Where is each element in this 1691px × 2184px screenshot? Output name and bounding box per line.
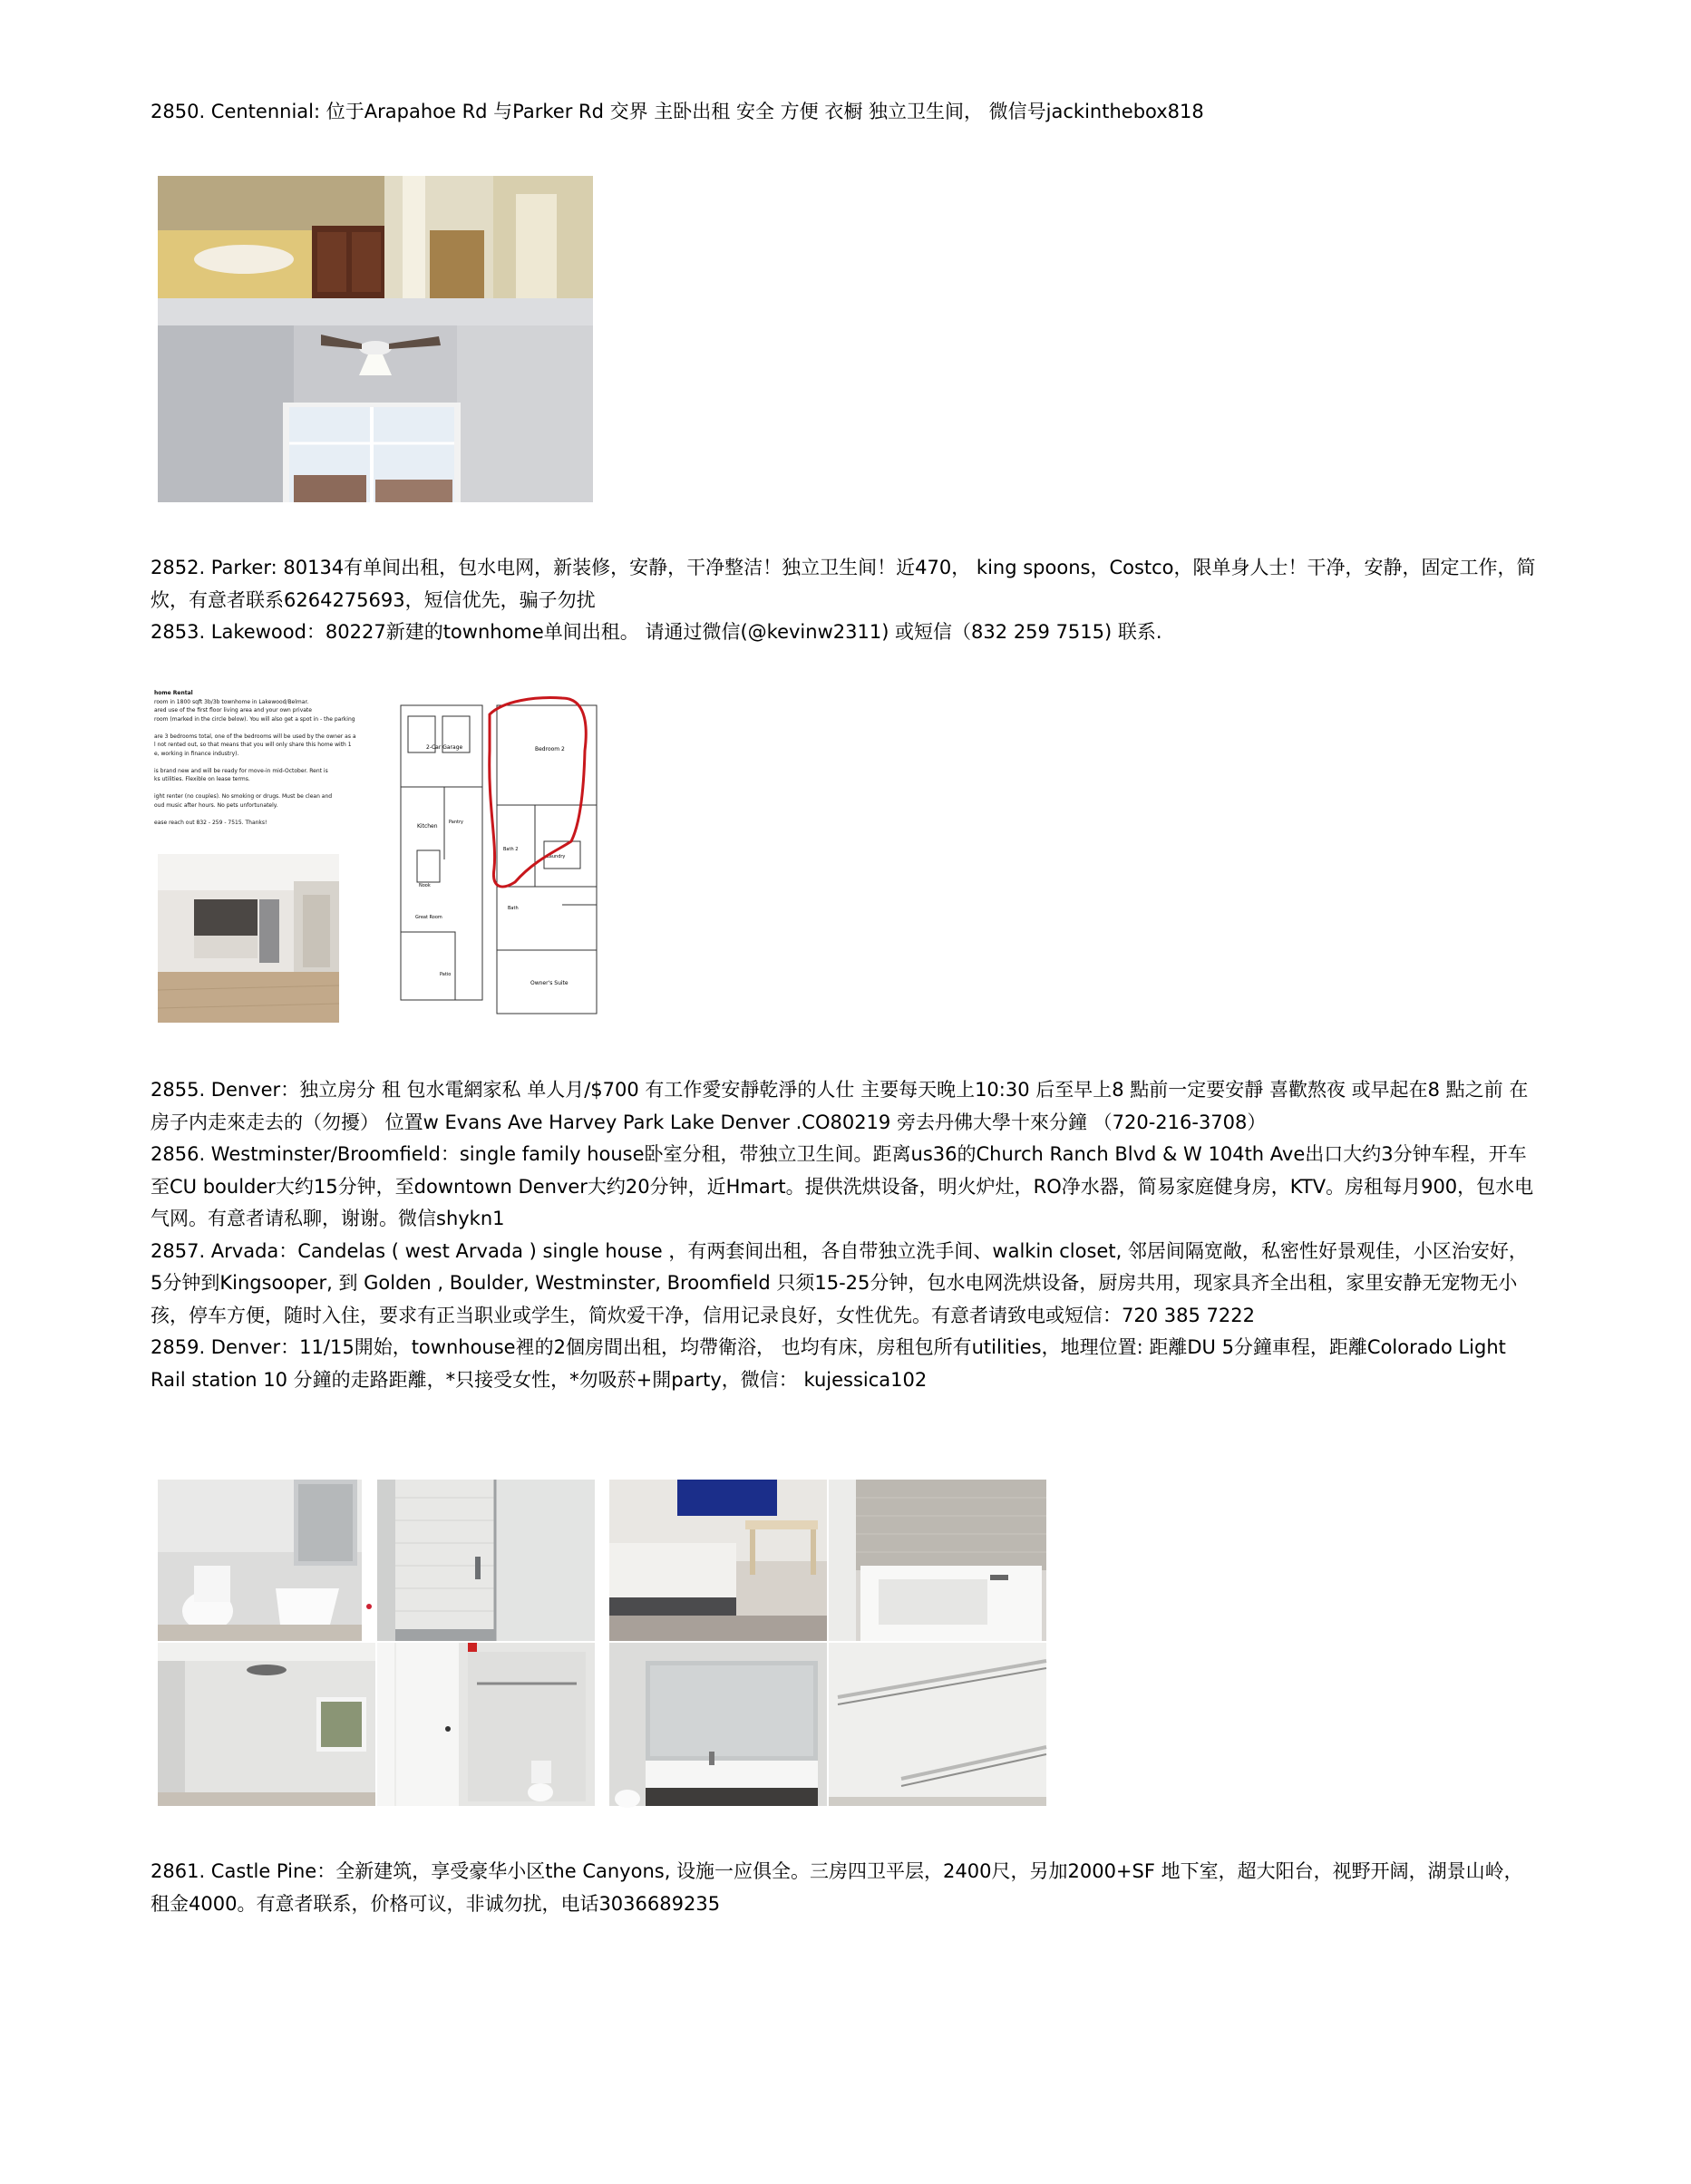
highlight-circle bbox=[490, 698, 587, 887]
flyer-line: is brand new and will be ready for move-in mid-October. Rent is bbox=[154, 767, 328, 774]
bed-desk-photo bbox=[609, 1480, 827, 1641]
listing-text: 2850. Centennial: 位于Arapahoe Rd 与Parker Rd 交界 主卧出租 安全 方便 衣橱 独立卫生间， 微信号jackinthebox818 bbox=[151, 101, 1204, 122]
bathroom-vanity-photo bbox=[158, 176, 593, 298]
listings-2855-2859 bbox=[151, 1074, 1538, 1396]
plan-label: Pantry bbox=[449, 820, 463, 825]
listing-text: 2857. Arvada：Candelas ( west Arvada ) single house ，有两套间出租，各自带独立洗手间、walkin closet, 邻居间隔宽敞，私密性好景观佳，小区治安好，5分钟到Kingsooper, 到 Golden , Boulder, Westminster, Broomfield 只须15-25分钟，包水电网洗烘设备，厨房共用，现家具齐全出租，家里安静无宠物无小孩，停车方便，随时入住，要求有正当职业或学生，简炊爱干净，信用记录良好，女性优先。有意者请致电或短信：720 385 7222 bbox=[151, 1239, 1528, 1326]
listing-2852-2853 bbox=[151, 552, 1538, 649]
plan-label: Kitchen bbox=[417, 823, 438, 830]
bedroom-photo bbox=[158, 298, 593, 502]
flyer-line bbox=[154, 758, 335, 767]
walkin-closet-photo bbox=[829, 1643, 1046, 1806]
flyer-line: l not rented out, so that means that you will only share this home with 1 bbox=[154, 742, 352, 748]
kitchen-photo bbox=[158, 854, 339, 1023]
listing-text: 2861. Castle Pine：全新建筑，享受豪华小区the Canyons, 设施一应俱全。三房四卫平层，2400尺，另加2000+SF 地下室，超大阳台，视野开阔，湖景山岭，租金4000。有意者联系，价格可议，非诚勿扰，电话3036689235 bbox=[151, 1860, 1523, 1915]
flyer-line: oud music after hours. No pets unfortunately. bbox=[154, 801, 278, 809]
flyer-text bbox=[154, 689, 356, 827]
plan-label: Great Room bbox=[415, 915, 442, 920]
listing-text: 2859. Denver：11/15開始，townhouse裡的2個房間出租，均帶衛浴， 也均有床，房租包所有utilities，地理位置: 距離DU 5分鐘車程，距離Colorado Light Rail station 10 分鐘的走路距離，*只接受女性，*勿吸菸+開party，微信： kujessica102 bbox=[151, 1336, 1506, 1391]
listing-2850 bbox=[151, 96, 1538, 129]
floor-plan bbox=[399, 696, 598, 1023]
plan-label: Laundry bbox=[547, 854, 566, 859]
plan-label: Bath 2 bbox=[503, 847, 519, 852]
listing-2859-photos-left bbox=[158, 1480, 595, 1806]
shower-photo bbox=[377, 1480, 595, 1641]
listing-2850-photos bbox=[158, 176, 593, 502]
plan-label: Bedroom 2 bbox=[535, 746, 565, 752]
plan-label: Bath bbox=[508, 906, 519, 911]
plan-label: 2-Car Garage bbox=[426, 744, 463, 751]
listing-2861 bbox=[151, 1856, 1538, 1920]
flyer-line: ks utilities. Flexible on lease terms. bbox=[154, 776, 250, 782]
flyer-line bbox=[154, 810, 335, 819]
listing-text: 2855. Denver：独立房分 租 包水電網家私 单人月/$700 有工作愛安靜乾淨的人仕 主要每天晚上10:30 后至早上8 點前一定要安靜 喜歡熬夜 或早起在8 點之前 在房子内走來走去的（勿擾） 位置w Evans Ave Harvey Park Lake Denver .CO80219 旁去丹佛大學十來分鐘 （720-216-3708） bbox=[151, 1079, 1529, 1133]
listing-text: 2853. Lakewood：80227新建的townhome单间出租。 请通过微信(@kevinw2311) 或短信（832 259 7515) 联系. bbox=[151, 621, 1162, 643]
flyer-line: e, working in finance industry). bbox=[154, 750, 239, 757]
flyer-line bbox=[154, 784, 335, 793]
flyer-line: ight renter (no couples). No smoking or drugs. Must be clean and bbox=[154, 793, 333, 800]
plan-label: Patio bbox=[440, 972, 452, 977]
listing-2859-photos-right bbox=[609, 1480, 1046, 1806]
listing-2853-flyer bbox=[154, 689, 598, 1029]
flyer-line: ease reach out 832 - 259 - 7515. Thanks! bbox=[154, 819, 267, 826]
plan-label: Owner's Suite bbox=[530, 980, 569, 986]
bathtub-photo bbox=[829, 1480, 1046, 1641]
flyer-line: home Rental bbox=[154, 690, 193, 696]
flyer-line: ared use of the first floor living area and your own private bbox=[154, 707, 312, 713]
vanity-mirror-photo bbox=[609, 1643, 827, 1806]
plan-label: Nook bbox=[419, 883, 431, 888]
closet-photo bbox=[377, 1643, 595, 1806]
toilet-sink-photo bbox=[158, 1480, 375, 1641]
listing-text: 2852. Parker: 80134有单间出租，包水电网，新装修，安静，干净整洁！独立卫生间！近470， king spoons，Costco，限单身人士！干净，安静，固定工作，简炊，有意者联系6264275693，短信优先，骗子勿扰 bbox=[151, 557, 1536, 611]
empty-bedroom-photo bbox=[158, 1643, 375, 1806]
flyer-line: room in 1800 sqft 3b/3b townhome in Lakewood/Belmar. bbox=[154, 698, 309, 705]
listing-text: 2856. Westminster/Broomfield：single family house卧室分租，带独立卫生间。距离us36的Church Ranch Blvd & W 104th Ave出口大约3分钟车程，开车至CU boulder大约15分钟，至downtown Denver大约20分钟，近Hmart。提供洗烘设备，明火炉灶，RO净水器，简易家庭健身房，KTV。房租每月900，包水电气网。有意者请私聊，谢谢。微信shykn1 bbox=[151, 1143, 1534, 1229]
flyer-line: are 3 bedrooms total, one of the bedrooms will be used by the owner as a bbox=[154, 733, 356, 740]
flyer-line: room (marked in the circle below). You will also get a spot in - the parking bbox=[154, 715, 355, 723]
flyer-line bbox=[154, 723, 335, 733]
